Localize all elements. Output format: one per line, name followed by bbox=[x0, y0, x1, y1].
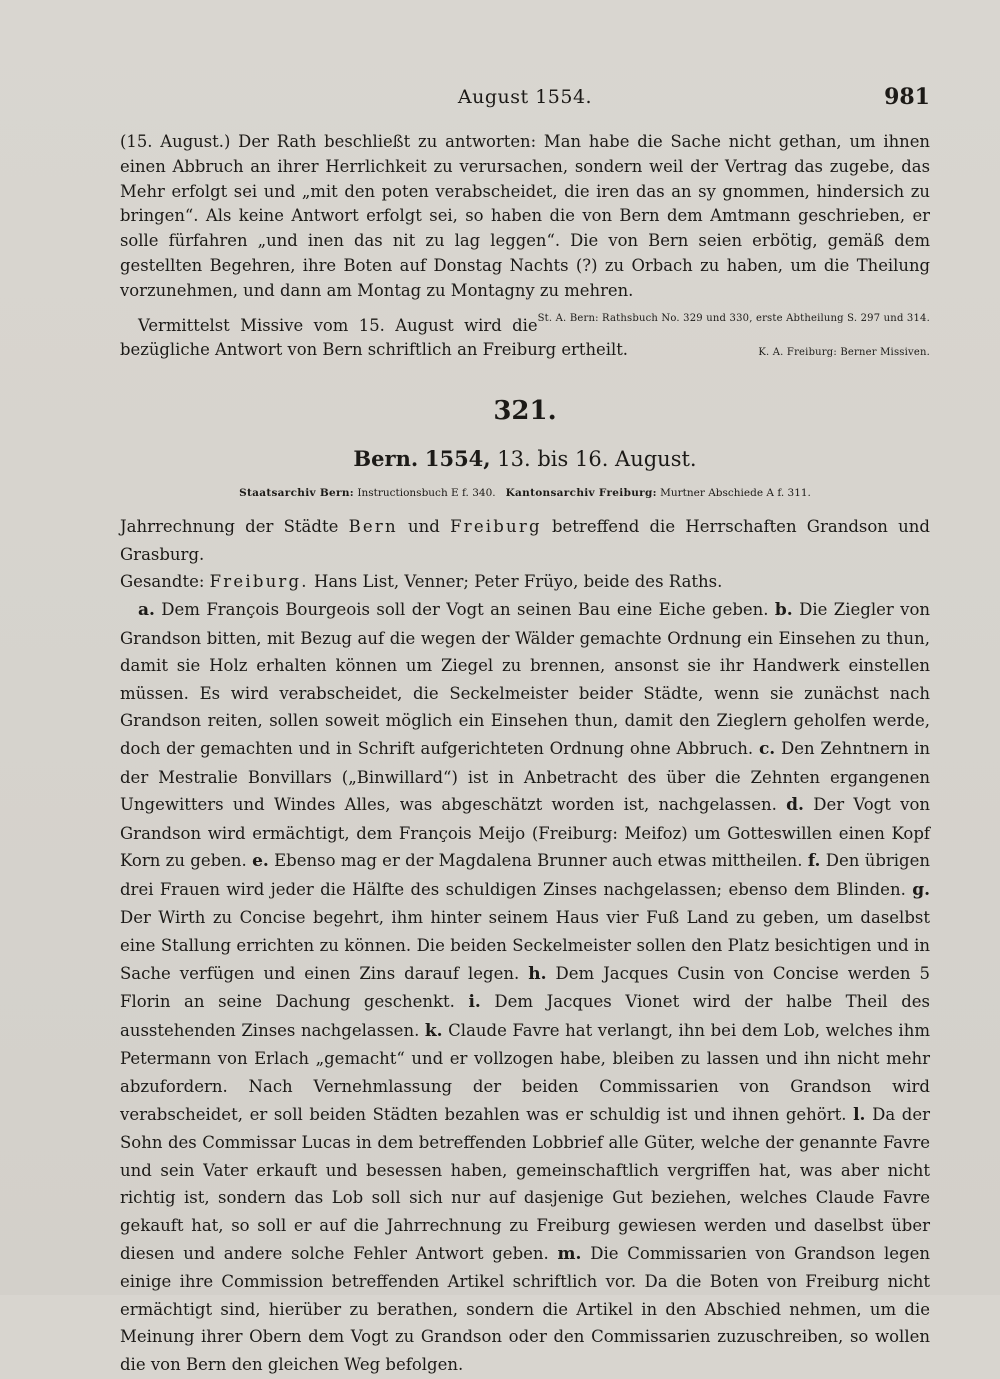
item-label: e. bbox=[252, 851, 269, 872]
envoys-names: Hans List, Venner; Peter Früyo, beide des Raths. bbox=[308, 572, 723, 592]
intro-text-1: Jahrrechnung der Städte bbox=[120, 517, 349, 537]
envoys-label: Gesandte: bbox=[120, 572, 210, 592]
missive-source-reference: K. A. Freiburg: Berner Missiven. bbox=[758, 347, 930, 359]
document-place: Bern. bbox=[353, 446, 419, 472]
item-text: Der Vogt von Grandson wird ermächtigt, dem François Meijo (Freiburg: Meifoz) um Gotteswillen einen Kopf Korn zu geben. bbox=[120, 795, 931, 871]
item-text: Den Zehntnern in der Mestralie Bonvillars („Binwillard“) ist in Anbetracht des über die Zehnten ergangenen Ungewitters und Windes Alles, was abgeschätzt worden ist, nachgelassen. bbox=[120, 738, 931, 815]
running-header bbox=[120, 86, 930, 114]
intro-city-freiburg: Freiburg bbox=[450, 517, 542, 537]
source-reference: St. A. Bern: Rathsbuch No. 329 und 330, erste Abtheilung S. 297 und 314. bbox=[537, 312, 930, 324]
document-number: 321. bbox=[493, 396, 557, 427]
item-text: Da der Sohn des Commissar Lucas in dem betreffenden Lobbrief alle Güter, welche der genannte Favre und sein Vater erkauft und besessen haben, gemeinschaftlich vergriffen hat, was aber nicht richtig ist, sondern das Lob soll sich nur auf dasjenige Gut beziehen, welches Claude Favre gekauft hat, so soll er auf die Jahrrechnung zu Freiburg gewiesen werden und daselbst über diesen und andere solche Fehler Antwort geben. bbox=[120, 1104, 930, 1263]
missive-paragraph-text: Vermittelst Missive vom 15. August wird die bezügliche Antwort von Bern schriftlich an Freiburg ertheilt. bbox=[120, 315, 628, 360]
item-text: Die Ziegler von Grandson bitten, mit Bezug auf die wegen der Wälder gemachte Ordnung ein Einsehen zu thun, damit sie Holz erhalten können um Ziegel zu brennen, ansonst sie ihr Handwerk einstellen müssen. Es wird verabscheidet, die Seckelmeister beider Städte, wenn sie zunächst nach Grandson reiten, sollen soweit möglich ein Einsehen thun, damit den Zieglern geholfen werde, doch der gemachten und in Schrift aufgerichteten Ordnung ohne Abbruch. bbox=[120, 599, 931, 758]
items-paragraph bbox=[120, 596, 930, 1379]
item-label: k. bbox=[424, 1020, 443, 1041]
item-text: Den übrigen drei Frauen wird jeder die Hälfte des schuldigen Zinses nachgelassen; ebenso dem Blinden. bbox=[120, 851, 930, 899]
document-dates: 13. bis 16. August. bbox=[497, 447, 697, 472]
envoys-city: Freiburg. bbox=[209, 572, 309, 592]
item-label: m. bbox=[557, 1243, 582, 1264]
continued-paragraph-text: (15. August.) Der Rath beschließt zu antworten: Man habe die Sache nicht gethan, um ihnen einen Abbruch an ihrer Herrlichkeit zu verursachen, sondern weil der Vertrag das zugebe, das Mehr erfolgt sei und „mit den poten verabscheidet, die iren das an sy gnommen, hindersich zu bringen“. Als keine Antwort erfolgt sei, so haben die von Bern dem Amtmann geschrieben, er solle fürfahren „und inen das nit zu lag leggen“. Die von Bern seien erbötig, gemäß dem gestellten Begehren, ihre Boten auf Donstag Nachts (?) zu Orbach zu haben, um die Theilung vorzunehmen, und dann am Montag zu Montagny zu mehren. bbox=[120, 132, 930, 300]
item-text: Die Commissarien von Grandson legen einige ihre Commission betreffenden Artikel schriftlich vor. Da die Boten von Freiburg nicht ermächtigt sind, hierüber zu berathen, sondern die Artikel in den Abschied nehmen, um die Meinung ihrer Obern dem Vogt zu Grandson oder den Commissarien zuzuschreiben, so wollen die von Bern den gleichen Weg befolgen. bbox=[120, 1243, 931, 1374]
intro-line bbox=[120, 513, 930, 568]
item-label: h. bbox=[528, 963, 547, 984]
document-body bbox=[120, 513, 930, 1378]
item-text: Ebenso mag er der Magdalena Brunner auch etwas mittheilen. bbox=[268, 851, 808, 871]
item-text: Der Wirth zu Concise begehrt, ihm hinter seinem Haus vier Fuß Land zu geben, um daselbst eine Stallung errichten zu können. Die beiden Seckelmeister sollen den Platz besichtigen und in Sache verfügen und einen Zins darauf legen. bbox=[120, 908, 930, 983]
intro-text-2: und bbox=[397, 517, 451, 537]
item-label: a. bbox=[138, 599, 155, 620]
intro-city-bern: Bern bbox=[348, 517, 398, 537]
item-label: c. bbox=[758, 738, 776, 759]
archive-ref-freiburg: Murtner Abschiede A f. 311. bbox=[660, 487, 811, 500]
archive-sources bbox=[120, 485, 930, 501]
header-title: August 1554. bbox=[457, 86, 593, 108]
envoys-line bbox=[120, 568, 930, 596]
item-label: g. bbox=[912, 879, 930, 900]
archive-label-bern: Staatsarchiv Bern: bbox=[239, 487, 354, 500]
intro-text-3: betreffend die Herrschaften Grandson und Grasburg. bbox=[120, 517, 930, 564]
document-year: 1554, bbox=[424, 446, 491, 472]
item-label: i. bbox=[468, 992, 481, 1013]
archive-ref-bern: Instructionsbuch E f. 340. bbox=[357, 487, 496, 500]
item-text: Dem Jacques Cusin von Concise werden 5 Florin an seine Dachung geschenkt. bbox=[120, 963, 930, 1012]
item-text: Claude Favre hat verlangt, ihn bei dem Lob, welches ihm Petermann von Erlach „gemacht“ und er vollzogen habe, bleiben zu lassen und ihn nicht mehr abzufordern. Nach Vernehmlassung der beiden Commissarien von Grandson wird verabscheidet, er soll beiden Städten bezahlen was er schuldig ist und ihnen gehört. bbox=[120, 1020, 930, 1124]
archive-label-freiburg: Kantonsarchiv Freiburg: bbox=[505, 487, 657, 500]
item-label: l. bbox=[853, 1104, 866, 1125]
document-heading bbox=[120, 445, 930, 473]
page-number: 981 bbox=[884, 84, 930, 110]
item-text: Dem François Bourgeois soll der Vogt an seinen Bau eine Eiche geben. bbox=[154, 599, 775, 619]
continued-paragraph bbox=[120, 130, 930, 324]
item-label: f. bbox=[807, 851, 821, 872]
item-label: b. bbox=[774, 599, 793, 620]
page-content bbox=[120, 130, 930, 1379]
item-label: d. bbox=[786, 795, 804, 816]
item-text: Dem Jacques Vionet wird der halbe Theil des ausstehenden Zinses nachgelassen. bbox=[120, 992, 931, 1040]
